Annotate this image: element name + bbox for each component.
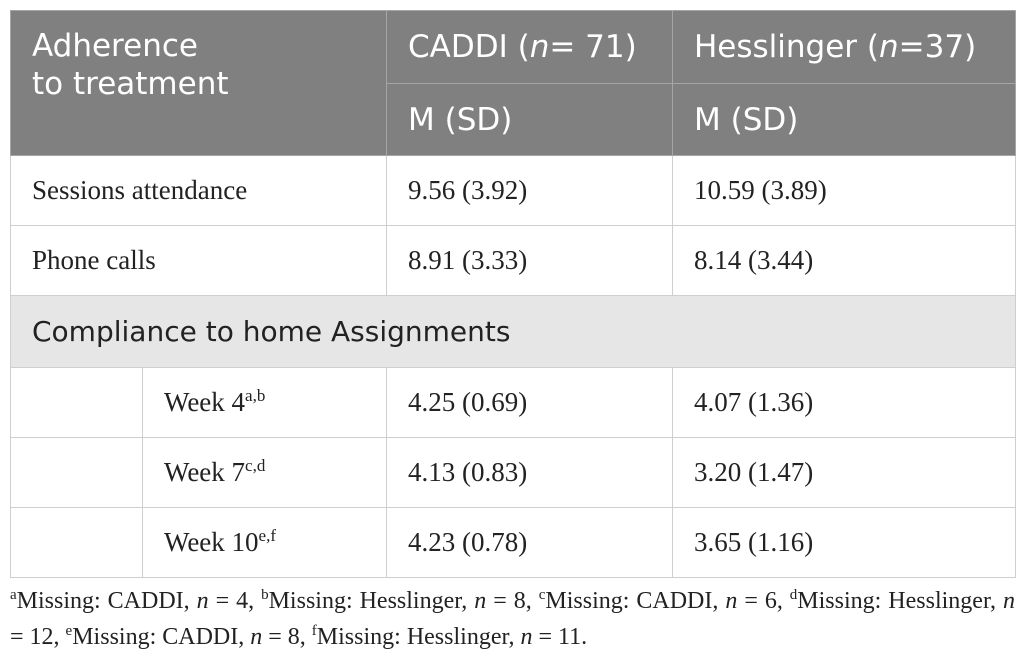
table-row (11, 438, 1016, 508)
header-adherence-line1: Adherence (32, 28, 198, 64)
footnote-mark: c,d (245, 456, 266, 475)
cell-hesslinger: 3.20 (1.47) (673, 438, 1016, 508)
header-stat-caddi: M (SD) (387, 84, 673, 156)
header-adherence-line2: to treatment (32, 66, 229, 102)
week-label: Week 7$^{c,d}$ (143, 438, 387, 508)
table-footnote: $^a$Missing: CADDI, n = 4, $^b$Missing: Hesslinger, n = 8, $^c$Missing: CADDI, n = 6, $^d$Missing: Hesslinger, n = 12, $^e$Missing: CADDI, n = 8, $^f$Missing: Hesslinger, n = 11. (10, 587, 1015, 650)
footnote-mark: a,b (245, 386, 266, 405)
cell-hesslinger: 3.65 (1.16) (673, 508, 1016, 578)
indent-cell (11, 368, 143, 438)
cell-hesslinger: 4.07 (1.36) (673, 368, 1016, 438)
cell-hesslinger: 8.14 (3.44) (673, 226, 1016, 296)
cell-caddi: 8.91 (3.33) (387, 226, 673, 296)
footnote-mark: e,f (258, 526, 277, 545)
table-row (11, 508, 1016, 578)
cell-hesslinger: 10.59 (3.89) (673, 156, 1016, 226)
table-row (11, 226, 1016, 296)
section-label: Compliance to home Assignments (11, 296, 1016, 368)
header-hesslinger: Hesslinger (n=37) (673, 11, 1016, 84)
indent-cell (11, 508, 143, 578)
week-label: Week 10$^{e,f}$ (143, 508, 387, 578)
header-caddi: CADDI (n= 71) (387, 11, 673, 84)
table-row (11, 156, 1016, 226)
table-row (11, 368, 1016, 438)
row-label: Sessions attendance (11, 156, 387, 226)
cell-caddi: 4.25 (0.69) (387, 368, 673, 438)
indent-cell (11, 438, 143, 508)
cell-caddi: 4.23 (0.78) (387, 508, 673, 578)
row-label: Phone calls (11, 226, 387, 296)
header-row-1 (11, 11, 1016, 84)
header-adherence (11, 11, 387, 156)
section-row (11, 296, 1016, 368)
week-label: Week 4$^{a,b}$ (143, 368, 387, 438)
cell-caddi: 9.56 (3.92) (387, 156, 673, 226)
cell-caddi: 4.13 (0.83) (387, 438, 673, 508)
adherence-table (10, 10, 1016, 578)
header-stat-hesslinger: M (SD) (673, 84, 1016, 156)
